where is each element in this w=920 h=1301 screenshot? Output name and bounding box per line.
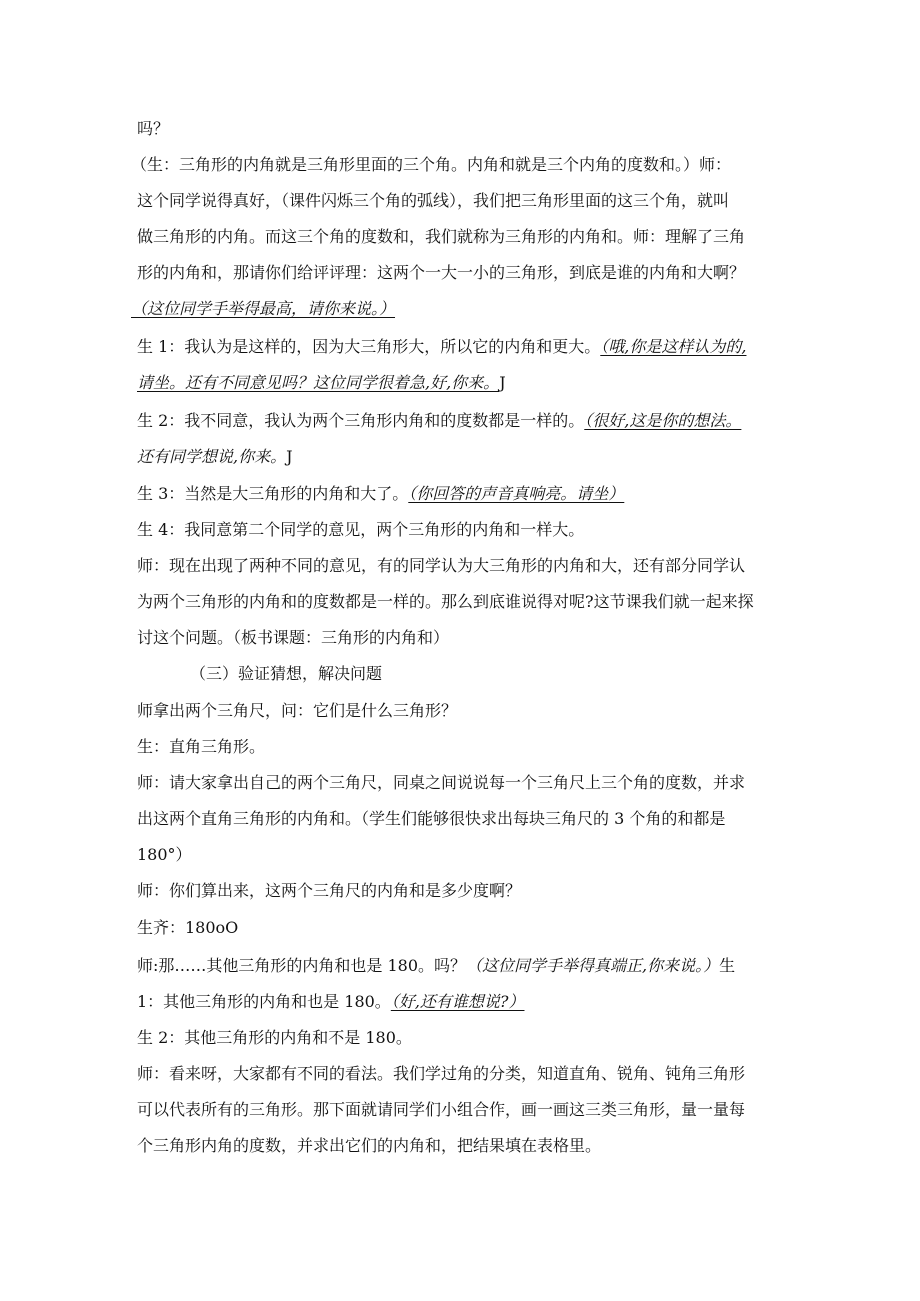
text-line: 出这两个直角三角形的内角和。（学生们能够很快求出每块三角尺的 3 个角的和都是: [137, 809, 726, 828]
teacher-speech: 师:那……其他三角形的内角和也是 180。吗？: [137, 956, 467, 975]
text-line: 吗？: [137, 119, 170, 138]
student-line: [137, 410, 741, 432]
text-line: 生 4：我同意第二个同学的意见，两个三角形的内角和一样大。: [137, 520, 585, 539]
student-speech: 生 1：我认为是这样的，因为大三角形大，所以它的内角和更大。: [137, 337, 601, 356]
teacher-remark: （好,还有谁想说?）: [390, 992, 525, 1011]
text-line: 个三角形内角的度数，并求出它们的内角和，把结果填在表格里。: [137, 1136, 602, 1155]
teacher-remark: （哦,你是这样认为的,: [600, 337, 747, 356]
text-line: 师：你们算出来，这两个三角尺的内角和是多少度啊？: [137, 881, 522, 900]
text-line: 形的内角和，那请你们给评评理：这两个一大一小的三角形，到底是谁的内角和大啊？: [137, 263, 746, 282]
teacher-remark: 请坐。还有不同意见吗？这位同学很着急,好,你来。: [137, 373, 500, 392]
teacher-remark: （你回答的声音真响亮。请坐）: [408, 484, 625, 503]
text-line: 生 2：其他三角形的内角和不是 180。: [137, 1028, 412, 1047]
text-line: 为两个三角形的内角和的度数都是一样的。那么到底谁说得对呢?这节课我们就一起来探: [137, 592, 754, 611]
student-label: 生: [719, 956, 736, 975]
teacher-remark: （这位同学手举得最高，请你来说。）: [131, 299, 396, 318]
student-line: [137, 483, 624, 505]
text-line: 师：看来呀，大家都有不同的看法。我们学过角的分类，知道直角、锐角、钝角三角形: [137, 1064, 746, 1083]
text-line: 做三角形的内角。而这三个角的度数和，我们就称为三角形的内角和。师：理解了三角: [137, 227, 746, 246]
teacher-remark: （很好,这是你的想法。: [584, 411, 742, 430]
student-speech: 生 3：当然是大三角形的内角和大了。: [137, 484, 409, 503]
stray-mark: J: [499, 373, 506, 392]
text-line: 生齐：180oO: [137, 918, 239, 937]
teacher-line: [137, 955, 735, 977]
student-line: [137, 336, 746, 358]
section-heading: （三）验证猜想，解决问题: [190, 664, 383, 683]
stray-mark: J: [286, 447, 293, 466]
teacher-remark: 还有同学想说,你来。: [137, 447, 287, 466]
text-line: （生：三角形的内角就是三角形里面的三个角。内角和就是三个内角的度数和。）师：: [131, 155, 732, 174]
teacher-remark: （这位同学手举得真端正,你来说。）: [466, 956, 720, 975]
student-speech: 1：其他三角形的内角和也是 180。: [137, 992, 391, 1011]
text-line: 师拿出两个三角尺，问：它们是什么三角形？: [137, 701, 458, 720]
student-line: [137, 446, 293, 468]
text-line: 讨这个问题。（板书课题：三角形的内角和）: [137, 628, 450, 647]
student-line: [137, 372, 506, 394]
student-speech: 生 2：我不同意，我认为两个三角形内角和的度数都是一样的。: [137, 411, 585, 430]
student-line: [137, 991, 524, 1013]
text-line: 可以代表所有的三角形。那下面就请同学们小组合作，画一画这三类三角形，量一量每: [137, 1100, 746, 1119]
text-line: 师：请大家拿出自己的两个三角尺，同桌之间说说每一个三角尺上三个角的度数，并求: [137, 773, 746, 792]
text-line: 生：直角三角形。: [137, 737, 266, 756]
text-line: 师：现在出现了两种不同的意见，有的同学认为大三角形的内角和大，还有部分同学认: [137, 556, 746, 575]
text-line: 这个同学说得真好，（课件闪烁三个角的弧线），我们把三角形里面的这三个角，就叫: [137, 191, 730, 210]
text-line: 180°）: [137, 845, 192, 864]
